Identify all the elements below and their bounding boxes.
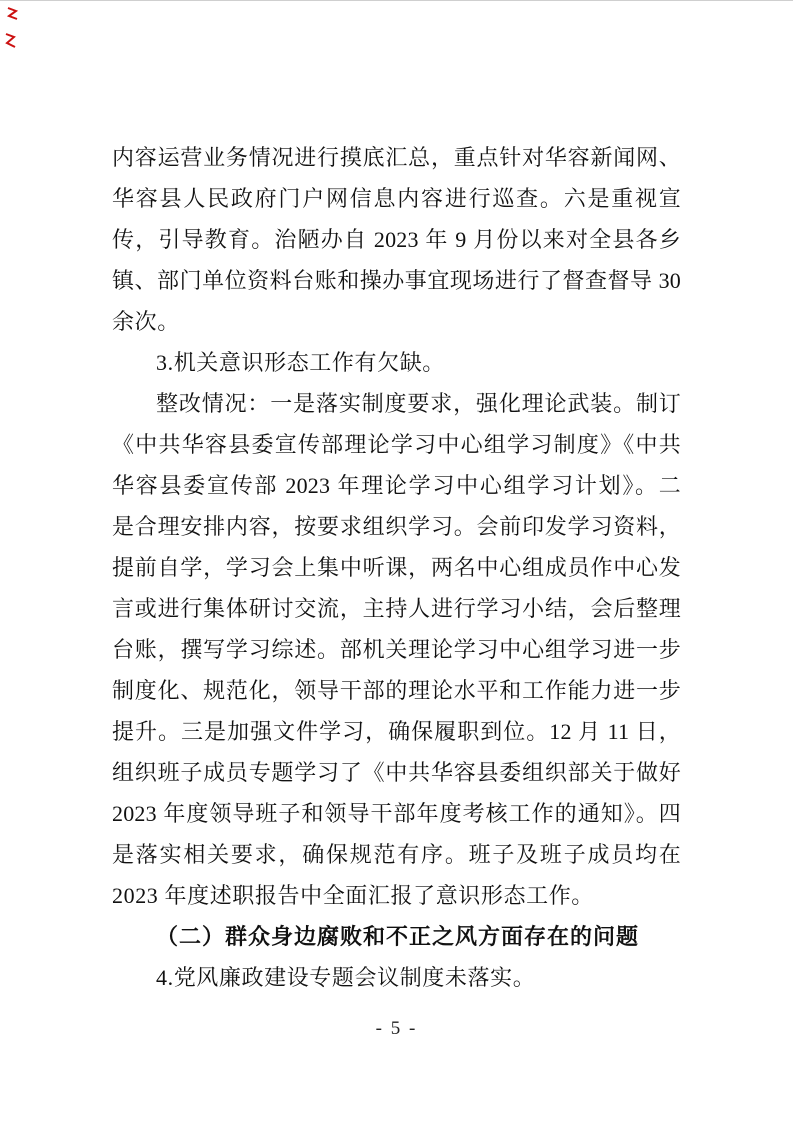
text-line: 华容县委宣传部 2023 年理论学习中心组学习计划》。二 <box>112 473 681 498</box>
text-line: （二）群众身边腐败和不正之风方面存在的问题 <box>156 924 640 949</box>
text-line: 是落实相关要求，确保规范有序。班子及班子成员均在 <box>112 842 681 867</box>
text-line: 余次。 <box>112 309 180 334</box>
text-line: 整改情况：一是落实制度要求，强化理论武装。制订 <box>156 391 681 416</box>
text-line: 2023 年度述职报告中全面汇报了意识形态工作。 <box>112 883 594 908</box>
text-line: 镇、部门单位资料台账和操办事宜现场进行了督查督导 30 <box>112 268 681 293</box>
text-line: 华容县人民政府门户网信息内容进行巡查。六是重视宣 <box>112 186 681 211</box>
text-line: 《中共华容县委宣传部理论学习中心组学习制度》《中共 <box>112 432 681 457</box>
text-line: 3.机关意识形态工作有欠缺。 <box>156 350 445 375</box>
page-number: - 5 - <box>375 1018 418 1039</box>
text-line: 提升。三是加强文件学习，确保履职到位。12 月 11 日， <box>112 719 681 744</box>
text-line: 内容运营业务情况进行摸底汇总，重点针对华容新闻网、 <box>112 145 681 170</box>
text-line: 是合理安排内容，按要求组织学习。会前印发学习资料， <box>112 514 681 539</box>
text-line: 台账，撰写学习综述。部机关理论学习中心组学习进一步 <box>112 637 681 662</box>
text-line: 组织班子成员专题学习了《中共华容县委组织部关于做好 <box>112 760 681 785</box>
text-line: 4.党风廉政建设专题会议制度未落实。 <box>156 965 536 990</box>
red-annotation-marks <box>2 4 30 60</box>
text-line: 传，引导教育。治陋办自 2023 年 9 月份以来对全县各乡 <box>112 227 681 252</box>
text-line: 言或进行集体研讨交流，主持人进行学习小结，会后整理 <box>112 596 681 621</box>
text-line: 提前自学，学习会上集中听课，两名中心组成员作中心发 <box>112 555 681 580</box>
text-line: 2023 年度领导班子和领导干部年度考核工作的通知》。四 <box>112 801 681 826</box>
document-text-block <box>112 137 681 998</box>
text-line: 制度化、规范化，领导干部的理论水平和工作能力进一步 <box>112 678 681 703</box>
